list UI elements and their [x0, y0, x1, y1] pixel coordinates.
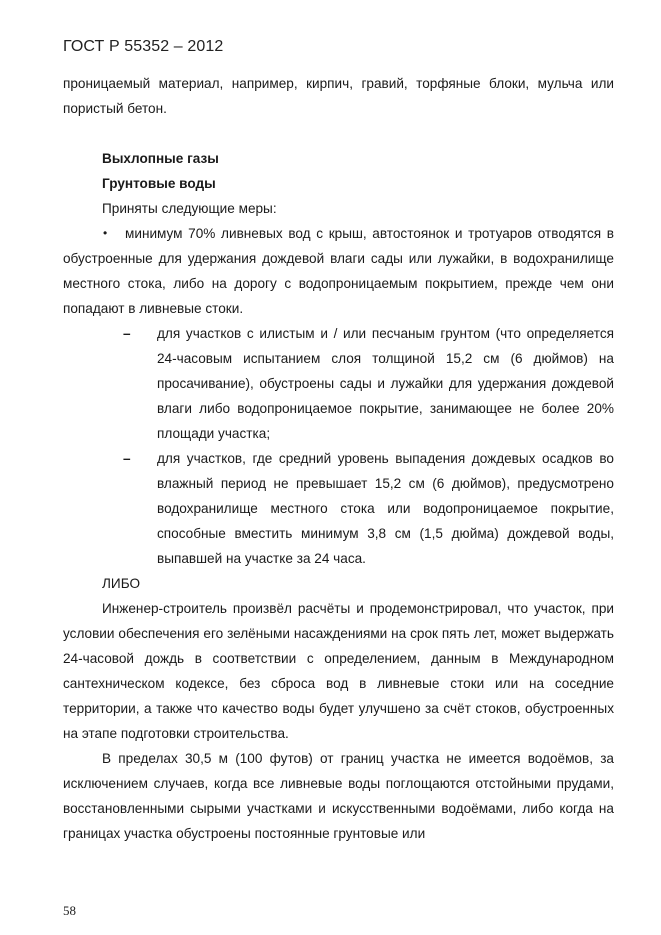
engineer-paragraph: Инженер-строитель произвёл расчёты и продемонстрировал, что участок, при условии обеспечения его зелёными насаждениями на срок пять лет, может выдержать 24-часовой дождь в соответствии с определением, данным в Международном сантехническом кодексе, без сброса вод в ливневые стоки или на соседние территории, а также что качество воды будет улучшено за счёт стоков, обустроенных на этапе подготовки строительства. [63, 601, 614, 741]
page-number: 58 [63, 903, 76, 918]
measures-intro: Приняты следующие меры: [102, 201, 277, 216]
document-body [63, 71, 614, 846]
dash-icon: – [123, 326, 131, 341]
dash-item-silty-soil [63, 321, 614, 446]
heading-exhaust-gases: Выхлопные газы [102, 151, 219, 166]
dash-icon: – [123, 451, 131, 466]
or-label: ЛИБО [102, 576, 141, 591]
dash-item-text: для участков, где средний уровень выпадения дождевых осадков во влажный период не превышает 15,2 см (6 дюймов), предусмотрено водохранилище местного стока или водопроницаемое покрытие, способные вместить минимум 3,8 см (1,5 дюйма) дождевой воды, выпавшей на участке за 24 часа. [157, 451, 614, 566]
intro-continuation-paragraph: проницаемый материал, например, кирпич, гравий, торфяные блоки, мульча или пористый бетон. [63, 76, 614, 116]
distance-paragraph: В пределах 30,5 м (100 футов) от границ участка не имеется водоёмов, за исключением случаев, когда все ливневые воды поглощаются отстойными прудами, восстановленными сырыми участками и искусственными водоёмами, либо когда на границах участка обустроены постоянные грунтовые или [63, 751, 614, 841]
document-header: ГОСТ Р 55352 – 2012 [63, 38, 224, 55]
dash-item-rainfall [63, 446, 614, 571]
spacer [63, 121, 614, 146]
dash-item-text: для участков с илистым и / или песчаным грунтом (что определяется 24-часовым испытанием слоя толщиной 15,2 см (6 дюймов) на просачивание), обустроены сады и лужайки для удержания дождевой влаги либо водопроницаемое покрытие, занимающее не более 20% площади участка; [157, 326, 614, 441]
bullet-text: минимум 70% ливневых вод с крыш, автостоянок и тротуаров отводятся в обустроенные для удержания дождевой влаги сады или лужайки, в водохранилище местного стока, либо на дорогу с водопроницаемым покрытием, прежде чем они попадают в ливневые стоки. [63, 226, 614, 316]
bullet-item [63, 221, 614, 321]
heading-groundwater: Грунтовые воды [102, 176, 216, 191]
bullet-icon: • [103, 226, 108, 240]
